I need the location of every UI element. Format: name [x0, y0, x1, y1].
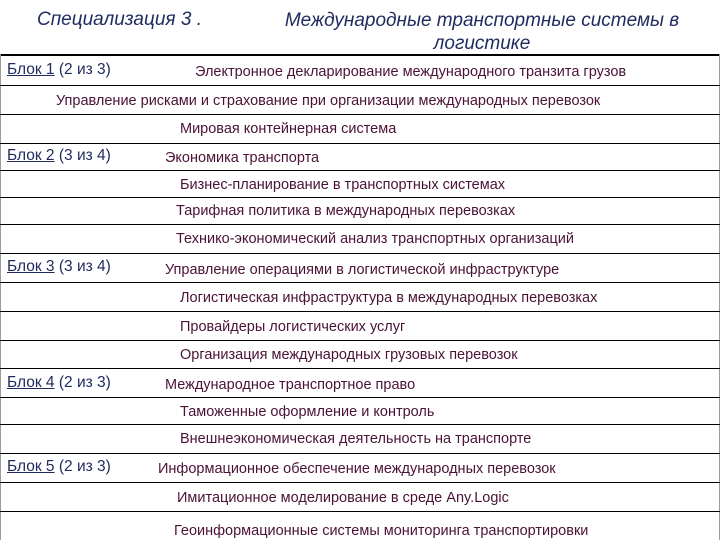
course-item: Провайдеры логистических услуг — [180, 319, 406, 335]
row-divider — [0, 368, 720, 369]
course-item: Управление рисками и страхование при организации международных перевозок — [56, 93, 601, 109]
block-label — [7, 374, 111, 392]
course-item: Международное транспортное право — [165, 377, 416, 393]
row-divider — [0, 114, 720, 115]
course-item: Таможенные оформление и контроль — [180, 404, 435, 420]
row-divider — [0, 453, 720, 454]
course-item: Бизнес-планирование в транспортных системах — [180, 177, 506, 193]
specialization-label: Специализация 3 . — [37, 9, 202, 30]
row-divider — [0, 511, 720, 512]
row-divider — [0, 311, 720, 312]
course-item: Технико-экономический анализ транспортных организаций — [176, 231, 574, 247]
header-divider — [0, 54, 720, 56]
course-item: Мировая контейнерная система — [180, 121, 397, 137]
block-label — [7, 458, 111, 476]
course-item: Внешнеэкономическая деятельность на транспорте — [180, 431, 532, 447]
row-divider — [0, 340, 720, 341]
course-item: Логистическая инфраструктура в международных перевозках — [180, 290, 598, 306]
course-item: Тарифная политика в международных перевозках — [176, 203, 516, 219]
row-divider — [0, 85, 720, 86]
specialization-title: Международные транспортные системы в логистике — [284, 10, 680, 54]
block-name: Блок 4 — [7, 374, 55, 391]
row-divider — [0, 170, 720, 171]
row-divider — [0, 253, 720, 254]
course-item: Информационное обеспечение международных перевозок — [158, 461, 556, 477]
block-count: (3 из 4) — [58, 258, 111, 275]
row-divider — [0, 197, 720, 198]
row-divider — [0, 282, 720, 283]
course-item: Имитационное моделирование в среде Any.Logic — [177, 490, 509, 506]
block-label — [7, 61, 111, 79]
block-label — [7, 258, 111, 276]
row-divider — [0, 143, 720, 144]
row-divider — [0, 224, 720, 225]
block-count: (2 из 3) — [58, 374, 111, 391]
block-count: (3 из 4) — [58, 147, 111, 164]
block-label — [7, 147, 111, 165]
row-divider — [0, 397, 720, 398]
block-count: (2 из 3) — [58, 61, 111, 78]
block-count: (2 из 3) — [58, 458, 111, 475]
block-name: Блок 2 — [7, 147, 55, 164]
course-item: Геоинформационные системы мониторинга транспортировки — [174, 523, 589, 539]
row-divider — [0, 424, 720, 425]
block-name: Блок 3 — [7, 258, 55, 275]
course-item: Электронное декларирование международного транзита грузов — [195, 64, 627, 80]
course-item: Организация международных грузовых перевозок — [180, 347, 518, 363]
table-left-border — [0, 54, 1, 540]
course-item: Управление операциями в логистической инфраструктуре — [165, 262, 560, 278]
course-item: Экономика транспорта — [165, 150, 320, 166]
row-divider — [0, 482, 720, 483]
block-name: Блок 1 — [7, 61, 55, 78]
block-name: Блок 5 — [7, 458, 55, 475]
